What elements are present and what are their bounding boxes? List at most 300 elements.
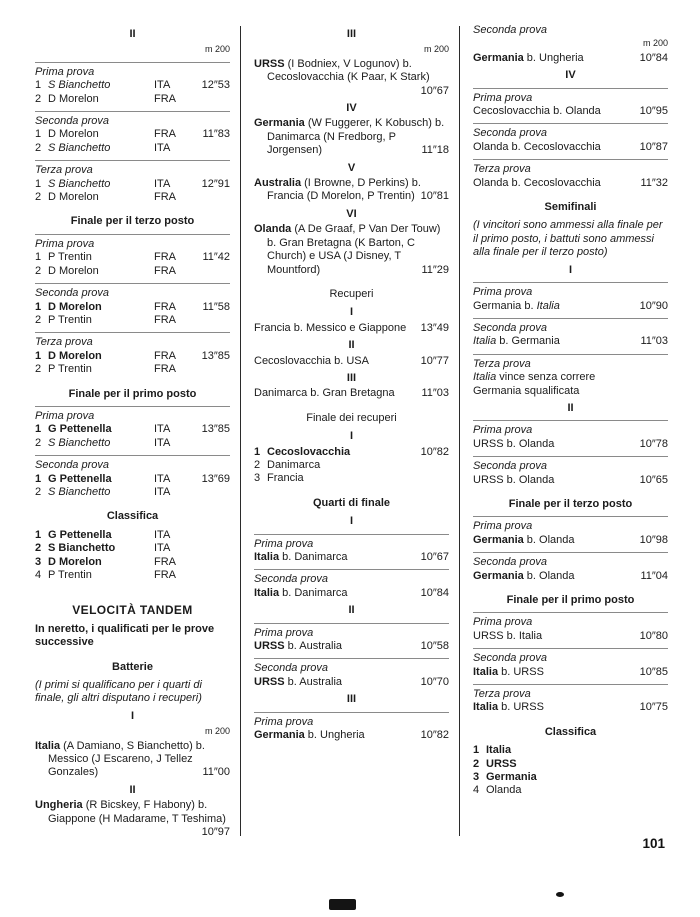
competitor-name: Francia (267, 472, 304, 485)
roman-numeral: II (348, 604, 355, 617)
heat-label: Seconda prova (473, 552, 668, 569)
heat-label: Prima prova (254, 712, 449, 729)
country-code (373, 472, 407, 485)
result-position: 1 (35, 349, 42, 362)
competitor-name: G Pettenella (48, 528, 112, 541)
time-value: 11″83 (202, 128, 230, 141)
team-name: Germania (473, 533, 524, 546)
competitor-name: S Bianchetto (48, 141, 111, 154)
heat-label: Prima prova (473, 88, 668, 105)
team-result (254, 177, 449, 204)
result-position: 1 (35, 528, 42, 541)
roman-numeral: III (346, 28, 357, 40)
result-position: 1 (35, 79, 42, 92)
team-result (35, 740, 230, 780)
result-position: 2 (35, 92, 42, 105)
country-code: FRA (154, 264, 176, 277)
section-heading: Finale per il primo posto (506, 594, 635, 606)
section-heading: VELOCITÀ TANDEM (72, 603, 193, 618)
result-position: 2 (35, 363, 42, 376)
result-row (35, 350, 230, 363)
time-value (407, 459, 449, 472)
result-position: 2 (35, 141, 42, 154)
country-code: FRA (154, 349, 176, 362)
section-heading: Quarti di finale (312, 496, 390, 509)
time-value: 10″82 (420, 729, 449, 742)
result-row (254, 472, 449, 485)
heat-label: Terza prova (35, 332, 230, 349)
time-value (626, 771, 668, 784)
match-row (473, 141, 668, 154)
results-columns (35, 24, 668, 840)
time-value: 11″03 (421, 387, 449, 400)
time-value (188, 437, 230, 450)
match-text: b. Germania (496, 335, 560, 348)
team-name: URSS (254, 57, 288, 70)
time-value: 12″53 (201, 79, 230, 92)
result-position: 3 (254, 472, 261, 485)
roman-numeral: IV (565, 69, 576, 82)
time-value: 13″49 (420, 321, 449, 334)
heat-label: Terza prova (473, 684, 668, 701)
match-row (254, 551, 449, 564)
match-row (254, 587, 449, 600)
country-code: ITA (154, 472, 171, 485)
heat-label: Seconda prova (35, 111, 230, 128)
country-code: FRA (154, 313, 176, 326)
result-position: 1 (254, 445, 261, 458)
competitor-name: Olanda (486, 784, 522, 797)
country-code: ITA (154, 423, 171, 436)
roman-numeral: I (349, 430, 354, 443)
result-row (35, 128, 230, 141)
competitor-name: D Morelon (48, 128, 99, 141)
result-row (473, 784, 668, 797)
time-value (407, 472, 449, 485)
match-row (254, 355, 449, 368)
match-row (473, 300, 668, 313)
match-text: b. Ungheria (523, 51, 584, 64)
section-heading: Finale per il terzo posto (508, 497, 633, 510)
result-row (35, 556, 230, 569)
heat-label: Terza prova (473, 159, 668, 176)
result-position: 1 (35, 177, 42, 190)
time-value: 10″90 (639, 299, 668, 312)
heat-label: Prima prova (35, 62, 230, 79)
time-value (626, 758, 668, 771)
result-row (35, 542, 230, 555)
team-result (254, 58, 449, 98)
team-name: Italia (35, 739, 64, 752)
time-value: 10″84 (420, 586, 449, 599)
result-position: 1 (35, 300, 42, 313)
country-code: FRA (154, 92, 176, 105)
team-name: Olanda (254, 223, 295, 236)
section-subheading: Recuperi (329, 287, 374, 300)
team-result (254, 117, 449, 157)
time-value: 10″75 (639, 701, 668, 714)
time-value: 11″29 (421, 263, 449, 276)
result-row (35, 79, 230, 92)
match-row (473, 701, 668, 714)
roman-numeral: II (129, 28, 136, 40)
time-value: 10″77 (420, 354, 449, 367)
match-row (473, 105, 668, 118)
time-value: 10″97 (201, 826, 230, 839)
result-row (473, 771, 668, 784)
match-text: (A Damiano, S Bianchetto) b. Messico (J Escareno, J Tellez Gonzales) (48, 739, 205, 779)
match-row (473, 385, 668, 398)
competitor-name: S Bianchetto (48, 79, 111, 92)
match-text: Francia b. Messico e Giappone (254, 321, 407, 334)
roman-numeral: II (567, 401, 574, 414)
competitor-name: S Bianchetto (48, 177, 111, 190)
column-middle (254, 24, 449, 840)
column-right (473, 24, 668, 840)
result-position: 2 (35, 542, 42, 555)
competitor-name: S Bianchetto (48, 485, 111, 498)
time-value: 10″81 (420, 190, 449, 203)
time-value: 10″65 (639, 473, 668, 486)
match-row (473, 666, 668, 679)
result-row (35, 301, 230, 314)
qualification-note: (I vincitori sono ammessi alla finale per il primo posto, i battuti sono ammessi alla finale per il terzo posto) (473, 219, 663, 259)
result-position: 3 (35, 555, 42, 568)
heat-label: Prima prova (473, 282, 668, 299)
match-text: b. URSS (498, 701, 544, 714)
time-value: 12″91 (201, 177, 230, 190)
country-code: FRA (154, 251, 176, 264)
result-row (35, 569, 230, 582)
result-row (35, 93, 230, 106)
time-value: 11″03 (640, 335, 668, 348)
result-row (35, 265, 230, 278)
time-value: 10″82 (420, 445, 449, 458)
scan-artifact (556, 892, 564, 897)
heat-label: Seconda prova (473, 318, 668, 335)
match-row (473, 630, 668, 643)
section-heading: Classifica (106, 510, 159, 523)
match-text: b. Olanda (523, 569, 575, 582)
country-code: FRA (154, 300, 176, 313)
match-row (254, 640, 449, 653)
match-row (473, 474, 668, 487)
roman-numeral: VI (346, 207, 357, 220)
time-value (188, 486, 230, 499)
match-text: Italia (473, 371, 497, 384)
match-text: Germania b. (473, 299, 537, 312)
time-value: 10″78 (639, 437, 668, 450)
match-row (473, 438, 668, 451)
time-value: 11″32 (640, 176, 668, 189)
result-position: 2 (35, 436, 42, 449)
result-position: 1 (35, 423, 42, 436)
result-position: 1 (35, 472, 42, 485)
time-value: 10″84 (639, 51, 668, 64)
time-value: 10″70 (420, 675, 449, 688)
match-text: Danimarca b. Gran Bretagna (254, 387, 395, 400)
result-position: 1 (473, 744, 480, 757)
match-text: Cecoslovacchia b. USA (254, 354, 369, 367)
match-text: Olanda b. Cecoslovacchia (473, 176, 601, 189)
team-name: Germania (473, 51, 524, 64)
country-code: ITA (154, 485, 171, 498)
team-name: Australia (254, 177, 305, 190)
competitor-name: P Trentin (48, 363, 92, 376)
section-subheading: Finale dei recuperi (306, 411, 397, 424)
result-row (35, 437, 230, 450)
time-value: 11″04 (640, 569, 668, 582)
result-position: 2 (254, 458, 261, 471)
result-position: 3 (473, 771, 480, 784)
heat-label: Seconda prova (473, 456, 668, 473)
time-value (188, 314, 230, 327)
result-position: 1 (35, 128, 42, 141)
result-row (35, 473, 230, 486)
competitor-name: Danimarca (267, 458, 321, 471)
result-position: 2 (35, 313, 42, 326)
match-row (254, 387, 449, 400)
match-text: URSS b. Italia (473, 629, 543, 642)
match-text: Italia (536, 299, 560, 312)
country-code: FRA (154, 363, 176, 376)
match-row (473, 371, 668, 384)
time-value (188, 529, 230, 542)
country-code: FRA (154, 191, 176, 204)
country-code: ITA (154, 79, 171, 92)
time-value: 13″85 (201, 423, 230, 436)
time-value (188, 191, 230, 204)
match-text: Germania squalificata (473, 384, 580, 397)
country-code: FRA (154, 555, 176, 568)
team-name: Italia (473, 665, 499, 678)
match-row (254, 322, 449, 335)
country-code: FRA (154, 128, 176, 141)
competitor-name: Cecoslovacchia (267, 445, 351, 458)
competitor-name: S Bianchetto (48, 436, 111, 449)
scan-artifact (329, 899, 356, 910)
country-code (592, 771, 626, 784)
country-code: FRA (154, 569, 176, 581)
team-name: Italia (473, 701, 499, 714)
match-text: (I Bodniex, V Logunov) b. Cecoslovacchia (K Paar, K Stark) (267, 57, 430, 84)
roman-numeral: I (349, 515, 354, 528)
result-row (473, 744, 668, 757)
result-row (35, 486, 230, 499)
team-name: Italia (254, 551, 280, 563)
heat-label: Prima prova (473, 420, 668, 437)
country-code: ITA (154, 542, 171, 555)
time-value: 10″98 (639, 533, 668, 546)
heat-label: Seconda prova (473, 24, 547, 36)
heat-label: Prima prova (35, 234, 230, 251)
result-position: 2 (473, 757, 480, 770)
country-code: ITA (154, 141, 171, 154)
team-result (35, 799, 230, 839)
time-value: 10″80 (639, 629, 668, 642)
roman-numeral: II (129, 783, 136, 796)
team-name: URSS (254, 675, 285, 688)
distance-label: m 200 (642, 38, 668, 49)
team-name: Germania (473, 569, 524, 582)
roman-numeral: I (349, 306, 354, 319)
result-row (35, 529, 230, 542)
roman-numeral: III (346, 371, 357, 384)
competitor-name: D Morelon (48, 555, 102, 568)
legend-note: In neretto, i qualificati per le prove successive (35, 622, 215, 649)
team-name: Italia (254, 586, 280, 599)
match-text: b. Australia (284, 675, 343, 688)
match-text: b. Danimarca (279, 586, 348, 599)
qualification-note: (I primi si qualificano per i quarti di finale, gli altri disputano i recuperi) (35, 679, 202, 705)
team-name: Germania (254, 729, 305, 742)
match-text: (R Bicskey, F Habony) b. Giappone (H Madarame, T Teshima) (48, 799, 226, 825)
heat-label: Seconda prova (254, 569, 449, 586)
time-value: 11″58 (202, 300, 230, 313)
match-row (254, 729, 449, 742)
section-heading: Finale per il primo posto (68, 387, 197, 400)
team-result (254, 223, 449, 277)
match-text: b. Ungheria (304, 729, 365, 742)
country-code (373, 446, 407, 459)
time-value (188, 265, 230, 278)
result-row (254, 446, 449, 459)
result-position: 2 (35, 485, 42, 498)
result-row (473, 758, 668, 771)
result-row (35, 142, 230, 155)
section-heading: Finale per il terzo posto (70, 215, 195, 228)
match-text: (I Browne, D Perkins) b. Francia (D Morelon, P Trentin) (267, 177, 421, 203)
match-text: (A De Graaf, P Van Der Touw) b. Gran Bretagna (K Barton, C Church) e USA (J Disney, T Mountford) (267, 223, 441, 276)
competitor-name: P Trentin (48, 569, 92, 581)
time-value (188, 142, 230, 155)
time-value (188, 542, 230, 555)
competitor-name: D Morelon (48, 92, 99, 105)
time-value: 13″69 (201, 472, 230, 485)
distance-label: m 200 (204, 726, 230, 737)
time-value: 10″85 (639, 665, 668, 678)
team-name: Germania (254, 117, 308, 130)
time-value: 13″85 (201, 349, 230, 362)
match-text: vince senza correre (496, 371, 596, 384)
heat-label: Seconda prova (473, 123, 668, 140)
result-position: 2 (35, 191, 42, 204)
match-text: b. Australia (284, 640, 343, 653)
competitor-name: Germania (486, 771, 537, 784)
column-left (35, 24, 230, 840)
country-code (592, 758, 626, 771)
result-row (35, 363, 230, 376)
country-code: ITA (154, 528, 171, 541)
time-value: 11″00 (202, 766, 230, 779)
match-row (254, 676, 449, 689)
time-value: 11″18 (421, 144, 449, 157)
roman-numeral: I (568, 263, 573, 276)
country-code (373, 459, 407, 472)
time-value: 10″58 (420, 640, 449, 653)
team-name: URSS (254, 640, 285, 653)
time-value (626, 744, 668, 757)
result-position: 4 (35, 569, 42, 581)
section-heading: Semifinali (544, 201, 597, 214)
match-row (473, 570, 668, 583)
country-code (592, 744, 626, 757)
time-value (188, 556, 230, 569)
heat-label: Seconda prova (473, 648, 668, 665)
match-row (473, 534, 668, 547)
match-text: Olanda b. Cecoslovacchia (473, 140, 601, 153)
match-text: b. URSS (498, 665, 544, 678)
result-row (35, 423, 230, 436)
country-code: ITA (154, 436, 171, 449)
match-text: Cecoslovacchia b. Olanda (473, 105, 601, 118)
heat-label: Prima prova (473, 612, 668, 629)
heat-label: Terza prova (473, 354, 668, 371)
competitor-name: URSS (486, 757, 517, 770)
competitor-name: Italia (486, 744, 512, 757)
match-text: b. Olanda (523, 533, 575, 546)
result-row (35, 178, 230, 191)
section-heading: Classifica (544, 725, 597, 738)
heat-label: Prima prova (35, 406, 230, 423)
country-code: ITA (154, 177, 171, 190)
heat-label: Prima prova (473, 516, 668, 533)
time-value (188, 569, 230, 582)
heat-label: Prima prova (254, 534, 449, 551)
heat-label: Prima prova (254, 623, 449, 640)
heat-label: Seconda prova (35, 283, 230, 300)
competitor-name: P Trentin (48, 313, 92, 326)
match-text: Italia (473, 335, 497, 348)
match-text: URSS b. Olanda (473, 473, 555, 486)
roman-numeral: IV (346, 102, 357, 115)
roman-numeral: III (346, 693, 357, 706)
competitor-name: D Morelon (48, 191, 99, 204)
heat-label: Seconda prova (35, 455, 230, 472)
distance-label: m 200 (204, 44, 230, 55)
time-value (626, 784, 668, 797)
competitor-name: P Trentin (48, 251, 92, 264)
time-value: 10″67 (420, 84, 449, 97)
competitor-name: G Pettenella (48, 423, 112, 436)
match-text: (W Fuggerer, K Kobusch) b. Danimarca (N Fredborg, P Jorgensen) (267, 117, 445, 157)
match-row (473, 335, 668, 348)
result-row (35, 251, 230, 264)
time-value: 10″95 (639, 105, 668, 118)
result-row (254, 459, 449, 472)
roman-numeral: I (130, 709, 135, 722)
competitor-name: G Pettenella (48, 472, 112, 485)
time-value (188, 363, 230, 376)
distance-label: m 200 (423, 44, 449, 55)
match-text: URSS b. Olanda (473, 437, 555, 450)
page-number: 101 (642, 836, 665, 851)
match-text: b. Danimarca (279, 551, 348, 563)
time-value: 10″67 (420, 551, 449, 563)
section-heading: Batterie (112, 660, 153, 673)
result-position: 2 (35, 264, 42, 277)
result-row (35, 191, 230, 204)
country-code (592, 784, 626, 797)
result-row (35, 314, 230, 327)
time-value (188, 93, 230, 106)
roman-numeral: V (347, 161, 356, 174)
competitor-name: D Morelon (48, 300, 102, 313)
match-row (473, 177, 668, 190)
competitor-name: D Morelon (48, 264, 99, 277)
competitor-name: D Morelon (48, 349, 102, 362)
competitor-name: S Bianchetto (48, 542, 116, 555)
